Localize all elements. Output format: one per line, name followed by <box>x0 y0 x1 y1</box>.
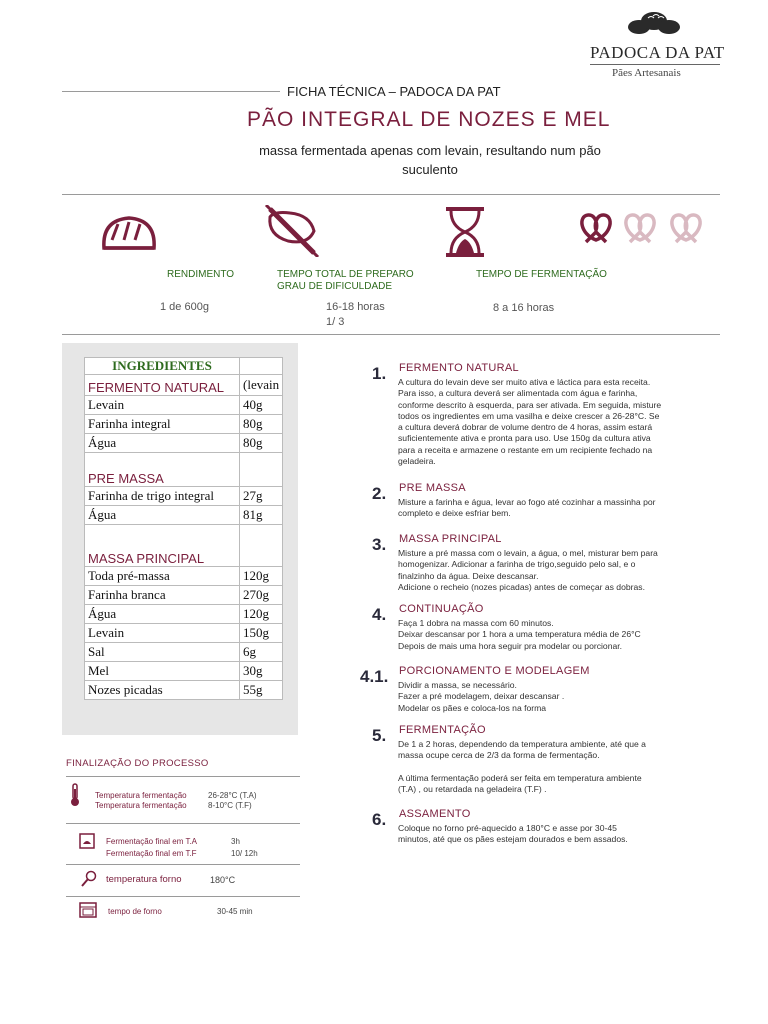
recipe-subtitle: massa fermentada apenas com levain, resultando num pão suculento <box>259 143 601 177</box>
ingredient-row-name: Água <box>85 605 240 624</box>
oven-temp-label: temperatura forno <box>106 874 182 885</box>
ingredient-row <box>85 396 283 415</box>
hourglass-icon <box>444 206 486 258</box>
difficulty-rating <box>576 210 716 250</box>
ferm-temp-tf-value: 8-10°C (T.F) <box>208 801 252 810</box>
total-time-value: 16-18 horas <box>326 301 385 313</box>
ingredient-row <box>85 643 283 662</box>
step-number: 5. <box>372 726 387 745</box>
ingredient-row-qty: 6g <box>240 643 283 662</box>
ingredient-row-qty: 30g <box>240 662 283 681</box>
difficulty-label: GRAU DE DIFICULDADE <box>277 281 393 292</box>
ingredient-row-qty: 80g <box>240 415 283 434</box>
pretzel-icon <box>620 210 660 248</box>
step-number: 2. <box>372 484 387 503</box>
ingredient-row <box>85 415 283 434</box>
step-body: Misture a farinha e água, levar ao fogo até cozinhar a massinha por completo e deixe esfriar bem. <box>398 497 656 519</box>
ingredients-table <box>84 357 283 700</box>
ingredients-header-name: INGREDIENTES <box>85 358 240 375</box>
ingredient-row-qty: 270g <box>240 586 283 605</box>
step-title: ASSAMENTO <box>399 808 471 820</box>
section-pre-massa-name: PRE MASSA <box>85 453 240 487</box>
ingredient-row <box>85 605 283 624</box>
ingredient-row-name: Farinha integral <box>85 415 240 434</box>
ferm-temp-ta-value: 26-28°C (T.A) <box>208 791 257 800</box>
final-ferm-ta-value: 3h <box>231 837 240 846</box>
ingredient-row <box>85 434 283 453</box>
ingredient-row-name: Toda pré-massa <box>85 567 240 586</box>
ingredient-row-name: Mel <box>85 662 240 681</box>
ingredient-row <box>85 681 283 700</box>
ingredient-row-name: Levain <box>85 624 240 643</box>
ingredient-row-name: Água <box>85 506 240 525</box>
bread-loaves-logo-icon <box>626 8 682 38</box>
step-title: FERMENTO NATURAL <box>399 362 519 374</box>
step-title: MASSA PRINCIPAL <box>399 533 502 545</box>
ingredient-row-name: Farinha de trigo integral <box>85 487 240 506</box>
ingredient-row <box>85 567 283 586</box>
brand-tagline: Pães Artesanais <box>612 67 681 79</box>
section-fermento-name: FERMENTO NATURAL <box>85 375 240 396</box>
oven-temp-value: 180°C <box>210 875 236 885</box>
section-fermento-qty: (levain <box>240 375 283 396</box>
ingredient-row-qty: 80g <box>240 434 283 453</box>
oven-time-label: tempo de forno <box>108 907 162 916</box>
bread-icon <box>100 212 158 254</box>
ingredient-row-qty: 27g <box>240 487 283 506</box>
finalization-title: FINALIZAÇÃO DO PROCESSO <box>66 758 209 769</box>
total-time-label: TEMPO TOTAL DE PREPARO <box>277 269 414 280</box>
ingredient-row <box>85 662 283 681</box>
section-fermento <box>85 375 283 396</box>
final-ferm-tf-label: Fermentação final em T.F <box>106 849 197 858</box>
oven-thermometer-icon <box>80 870 98 888</box>
step-body: Faça 1 dobra na massa com 60 minutos. Deixar descansar por 1 hora a uma temperatura média de 26°C Depois de mais uma hora seguir pra modelar ou porcionar. <box>398 618 641 651</box>
step-number: 3. <box>372 535 387 554</box>
rolling-pin-icon <box>264 205 320 257</box>
ferm-temp-ta-label: Temperatura fermentação <box>95 791 187 800</box>
ingredient-row-qty: 55g <box>240 681 283 700</box>
pretzel-icon <box>576 210 616 248</box>
ingredient-row <box>85 586 283 605</box>
ingredients-header <box>85 358 283 375</box>
ingredient-row <box>85 624 283 643</box>
header-rule <box>62 91 280 92</box>
pretzel-icon <box>666 210 706 248</box>
proofing-box-icon <box>79 833 95 849</box>
step-body: Misture a pré massa com o levain, a água, o mel, misturar bem para homogenizar. Adicionar a farinha de trigo,seguido pelo sal, e o finalzinho da água. Deixe descansar. Adicione o recheio (nozes picadas) antes de começar as dobras. <box>398 548 658 592</box>
step-title: FERMENTAÇÃO <box>399 724 486 736</box>
steps-list <box>360 362 720 862</box>
ferm-temp-tf-label: Temperatura fermentação <box>95 801 187 810</box>
step-body: Coloque no forno pré-aquecido a 180°C e asse por 30-45 minutos, até que os pães estejam dourados e bem assados. <box>398 823 628 845</box>
ingredient-row <box>85 506 283 525</box>
step-number: 6. <box>372 810 387 829</box>
section-massa-principal-name: MASSA PRINCIPAL <box>85 525 240 567</box>
ingredient-row-qty: 40g <box>240 396 283 415</box>
ingredient-row-qty: 120g <box>240 567 283 586</box>
fermentation-time-value: 8 a 16 horas <box>493 302 555 314</box>
oven-icon <box>79 902 97 918</box>
step-body: De 1 a 2 horas, dependendo da temperatura ambiente, até que a massa ocupe cerca de 2/3 da forma de fermentação. A última fermentação poderá ser feita em temperatura ambiente (T.A) , ou retardada na geladeira (T.F) . <box>398 739 646 795</box>
divider-top <box>62 194 720 195</box>
final-ferm-tf-value: 10/ 12h <box>231 849 258 858</box>
ingredient-row-qty: 150g <box>240 624 283 643</box>
fermentation-time-label: TEMPO DE FERMENTAÇÃO <box>476 269 607 280</box>
ingredient-row-name: Levain <box>85 396 240 415</box>
step-title: PORCIONAMENTO E MODELAGEM <box>399 665 590 677</box>
step-title: PRE MASSA <box>399 482 466 494</box>
oven-time-value: 30-45 min <box>217 907 253 916</box>
recipe-title: PÃO INTEGRAL DE NOZES E MEL <box>247 108 611 131</box>
section-massa-principal <box>85 525 283 567</box>
step-body: A cultura do levain deve ser muito ativa e láctica para esta receita. Para isso, a cultura deverá ser alimentada com água e farinha, conforme descrito à esquerda, para ser ativada. Em seguida, misture todos os ingredientes em uma vasilha e deixe crescer a 26-28°C. Se a cultura deverá dobrar de volume dentro de 4 horas, assim estará suficientemente ativa e pronta para uso. Use 150g da cultura ativa para a receita e armazene o restante em um recipiente fechado na geladeira. <box>398 377 662 467</box>
step-title: CONTINUAÇÃO <box>399 603 484 615</box>
yield-label: RENDIMENTO <box>167 269 235 280</box>
step-number: 4. <box>372 605 387 624</box>
ingredient-row-name: Nozes picadas <box>85 681 240 700</box>
ingredient-row-qty: 120g <box>240 605 283 624</box>
thermometer-icon <box>68 783 82 807</box>
yield-value: 1 de 600g <box>160 301 209 313</box>
step-number: 1. <box>372 364 387 383</box>
final-ferm-ta-label: Fermentação final em T.A <box>106 837 198 846</box>
brand-name: PADOCA DA PAT <box>590 43 725 62</box>
section-pre-massa <box>85 453 283 487</box>
step-body: Dividir a massa, se necessário. Fazer a pré modelagem, deixar descansar . Modelar os pães e coloca-los na forma <box>398 680 565 713</box>
ingredient-row <box>85 487 283 506</box>
step-number: 4.1. <box>360 667 389 686</box>
ingredient-row-name: Farinha branca <box>85 586 240 605</box>
ingredient-row-qty: 81g <box>240 506 283 525</box>
ingredient-row-name: Sal <box>85 643 240 662</box>
ingredient-row-name: Água <box>85 434 240 453</box>
divider-middle <box>62 334 720 335</box>
difficulty-value: 1/ 3 <box>326 316 345 328</box>
doc-label: FICHA TÉCNICA – PADOCA DA PAT <box>287 84 501 99</box>
